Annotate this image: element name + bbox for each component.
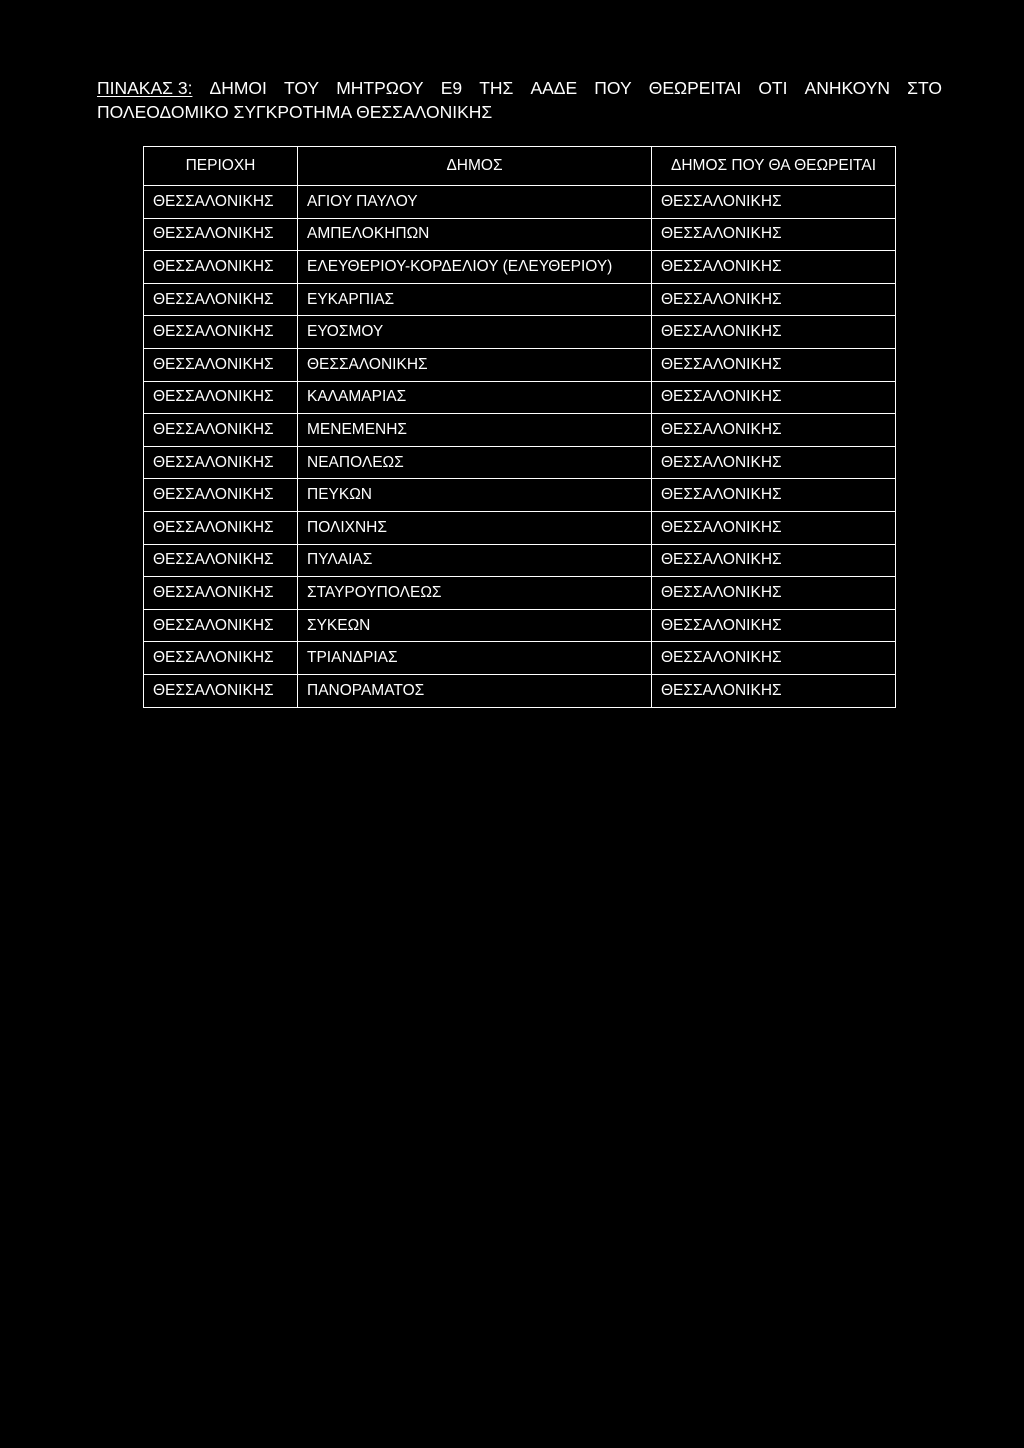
heading-word: ΜΗΤΡΩΟΥ: [336, 78, 424, 98]
cell-considered-municipality: ΘΕΣΣΑΛΟΝΙΚΗΣ: [652, 642, 896, 675]
cell-municipality: ΝΕΑΠΟΛΕΩΣ: [298, 446, 652, 479]
heading-line-1: [97, 76, 942, 100]
table-label: ΠΙΝΑΚΑΣ 3:: [97, 78, 193, 98]
table-body: [144, 186, 896, 708]
cell-region: ΘΕΣΣΑΛΟΝΙΚΗΣ: [144, 218, 298, 251]
cell-municipality: ΕΥΟΣΜΟΥ: [298, 316, 652, 349]
cell-municipality: ΤΡΙΑΝΔΡΙΑΣ: [298, 642, 652, 675]
cell-considered-municipality: ΘΕΣΣΑΛΟΝΙΚΗΣ: [652, 414, 896, 447]
cell-considered-municipality: ΘΕΣΣΑΛΟΝΙΚΗΣ: [652, 218, 896, 251]
cell-region: ΘΕΣΣΑΛΟΝΙΚΗΣ: [144, 316, 298, 349]
heading-word: ΤΗΣ: [479, 78, 514, 98]
cell-municipality: ΠΥΛΑΙΑΣ: [298, 544, 652, 577]
cell-region: ΘΕΣΣΑΛΟΝΙΚΗΣ: [144, 381, 298, 414]
cell-considered-municipality: ΘΕΣΣΑΛΟΝΙΚΗΣ: [652, 446, 896, 479]
cell-considered-municipality: ΘΕΣΣΑΛΟΝΙΚΗΣ: [652, 609, 896, 642]
cell-region: ΘΕΣΣΑΛΟΝΙΚΗΣ: [144, 446, 298, 479]
cell-municipality: ΕΛΕΥΘΕΡΙΟΥ-ΚΟΡΔΕΛΙΟΥ (ΕΛΕΥΘΕΡΙΟΥ): [298, 251, 652, 284]
table-row: [144, 642, 896, 675]
cell-region: ΘΕΣΣΑΛΟΝΙΚΗΣ: [144, 186, 298, 219]
header-region: ΠΕΡΙΟΧΗ: [144, 147, 298, 186]
table-row: [144, 381, 896, 414]
cell-considered-municipality: ΘΕΣΣΑΛΟΝΙΚΗΣ: [652, 674, 896, 707]
heading-word: ΟΤΙ: [758, 78, 788, 98]
municipalities-table: [143, 146, 896, 708]
cell-considered-municipality: ΘΕΣΣΑΛΟΝΙΚΗΣ: [652, 251, 896, 284]
table-row: [144, 186, 896, 219]
heading-word: ΣΤΟ: [907, 78, 942, 98]
cell-municipality: ΑΓΙΟΥ ΠΑΥΛΟΥ: [298, 186, 652, 219]
cell-considered-municipality: ΘΕΣΣΑΛΟΝΙΚΗΣ: [652, 186, 896, 219]
cell-considered-municipality: ΘΕΣΣΑΛΟΝΙΚΗΣ: [652, 348, 896, 381]
table-row: [144, 283, 896, 316]
heading-word: ΤΟΥ: [284, 78, 320, 98]
cell-considered-municipality: ΘΕΣΣΑΛΟΝΙΚΗΣ: [652, 316, 896, 349]
cell-municipality: ΘΕΣΣΑΛΟΝΙΚΗΣ: [298, 348, 652, 381]
heading-word: Ε9: [440, 78, 463, 98]
cell-municipality: ΠΕΥΚΩΝ: [298, 479, 652, 512]
cell-municipality: ΣΥΚΕΩΝ: [298, 609, 652, 642]
cell-region: ΘΕΣΣΑΛΟΝΙΚΗΣ: [144, 577, 298, 610]
cell-considered-municipality: ΘΕΣΣΑΛΟΝΙΚΗΣ: [652, 479, 896, 512]
heading-word: ΑΑΔΕ: [530, 78, 578, 98]
cell-region: ΘΕΣΣΑΛΟΝΙΚΗΣ: [144, 414, 298, 447]
cell-considered-municipality: ΘΕΣΣΑΛΟΝΙΚΗΣ: [652, 577, 896, 610]
table-row: [144, 479, 896, 512]
heading-line-2: ΠΟΛΕΟΔΟΜΙΚΟ ΣΥΓΚΡΟΤΗΜΑ ΘΕΣΣΑΛΟΝΙΚΗΣ: [97, 102, 493, 122]
table-header-row: [144, 147, 896, 186]
table-row: [144, 218, 896, 251]
cell-region: ΘΕΣΣΑΛΟΝΙΚΗΣ: [144, 674, 298, 707]
cell-municipality: ΑΜΠΕΛΟΚΗΠΩΝ: [298, 218, 652, 251]
table-row: [144, 316, 896, 349]
cell-municipality: ΕΥΚΑΡΠΙΑΣ: [298, 283, 652, 316]
cell-region: ΘΕΣΣΑΛΟΝΙΚΗΣ: [144, 251, 298, 284]
cell-region: ΘΕΣΣΑΛΟΝΙΚΗΣ: [144, 511, 298, 544]
cell-region: ΘΕΣΣΑΛΟΝΙΚΗΣ: [144, 609, 298, 642]
cell-considered-municipality: ΘΕΣΣΑΛΟΝΙΚΗΣ: [652, 381, 896, 414]
heading-word: ΘΕΩΡΕΙΤΑΙ: [648, 78, 742, 98]
cell-region: ΘΕΣΣΑΛΟΝΙΚΗΣ: [144, 283, 298, 316]
header-considered-municipality: ΔΗΜΟΣ ΠΟΥ ΘΑ ΘΕΩΡΕΙΤΑΙ: [652, 147, 896, 186]
cell-considered-municipality: ΘΕΣΣΑΛΟΝΙΚΗΣ: [652, 283, 896, 316]
table-row: [144, 414, 896, 447]
cell-considered-municipality: ΘΕΣΣΑΛΟΝΙΚΗΣ: [652, 511, 896, 544]
cell-municipality: ΠΑΝΟΡΑΜΑΤΟΣ: [298, 674, 652, 707]
table-row: [144, 544, 896, 577]
heading-word: ΑΝΗΚΟΥΝ: [804, 78, 891, 98]
cell-municipality: ΠΟΛΙΧΝΗΣ: [298, 511, 652, 544]
heading-word: ΔΗΜΟΙ: [209, 78, 267, 98]
document-heading: [97, 76, 942, 124]
cell-region: ΘΕΣΣΑΛΟΝΙΚΗΣ: [144, 544, 298, 577]
table-row: [144, 609, 896, 642]
cell-region: ΘΕΣΣΑΛΟΝΙΚΗΣ: [144, 642, 298, 675]
table-row: [144, 511, 896, 544]
cell-municipality: ΣΤΑΥΡΟΥΠΟΛΕΩΣ: [298, 577, 652, 610]
header-municipality: ΔΗΜΟΣ: [298, 147, 652, 186]
table-row: [144, 348, 896, 381]
heading-word: ΠΟΥ: [594, 78, 632, 98]
table-row: [144, 577, 896, 610]
table-row: [144, 251, 896, 284]
cell-municipality: ΜΕΝΕΜΕΝΗΣ: [298, 414, 652, 447]
cell-municipality: ΚΑΛΑΜΑΡΙΑΣ: [298, 381, 652, 414]
table-row: [144, 674, 896, 707]
cell-region: ΘΕΣΣΑΛΟΝΙΚΗΣ: [144, 479, 298, 512]
table-row: [144, 446, 896, 479]
cell-region: ΘΕΣΣΑΛΟΝΙΚΗΣ: [144, 348, 298, 381]
cell-considered-municipality: ΘΕΣΣΑΛΟΝΙΚΗΣ: [652, 544, 896, 577]
